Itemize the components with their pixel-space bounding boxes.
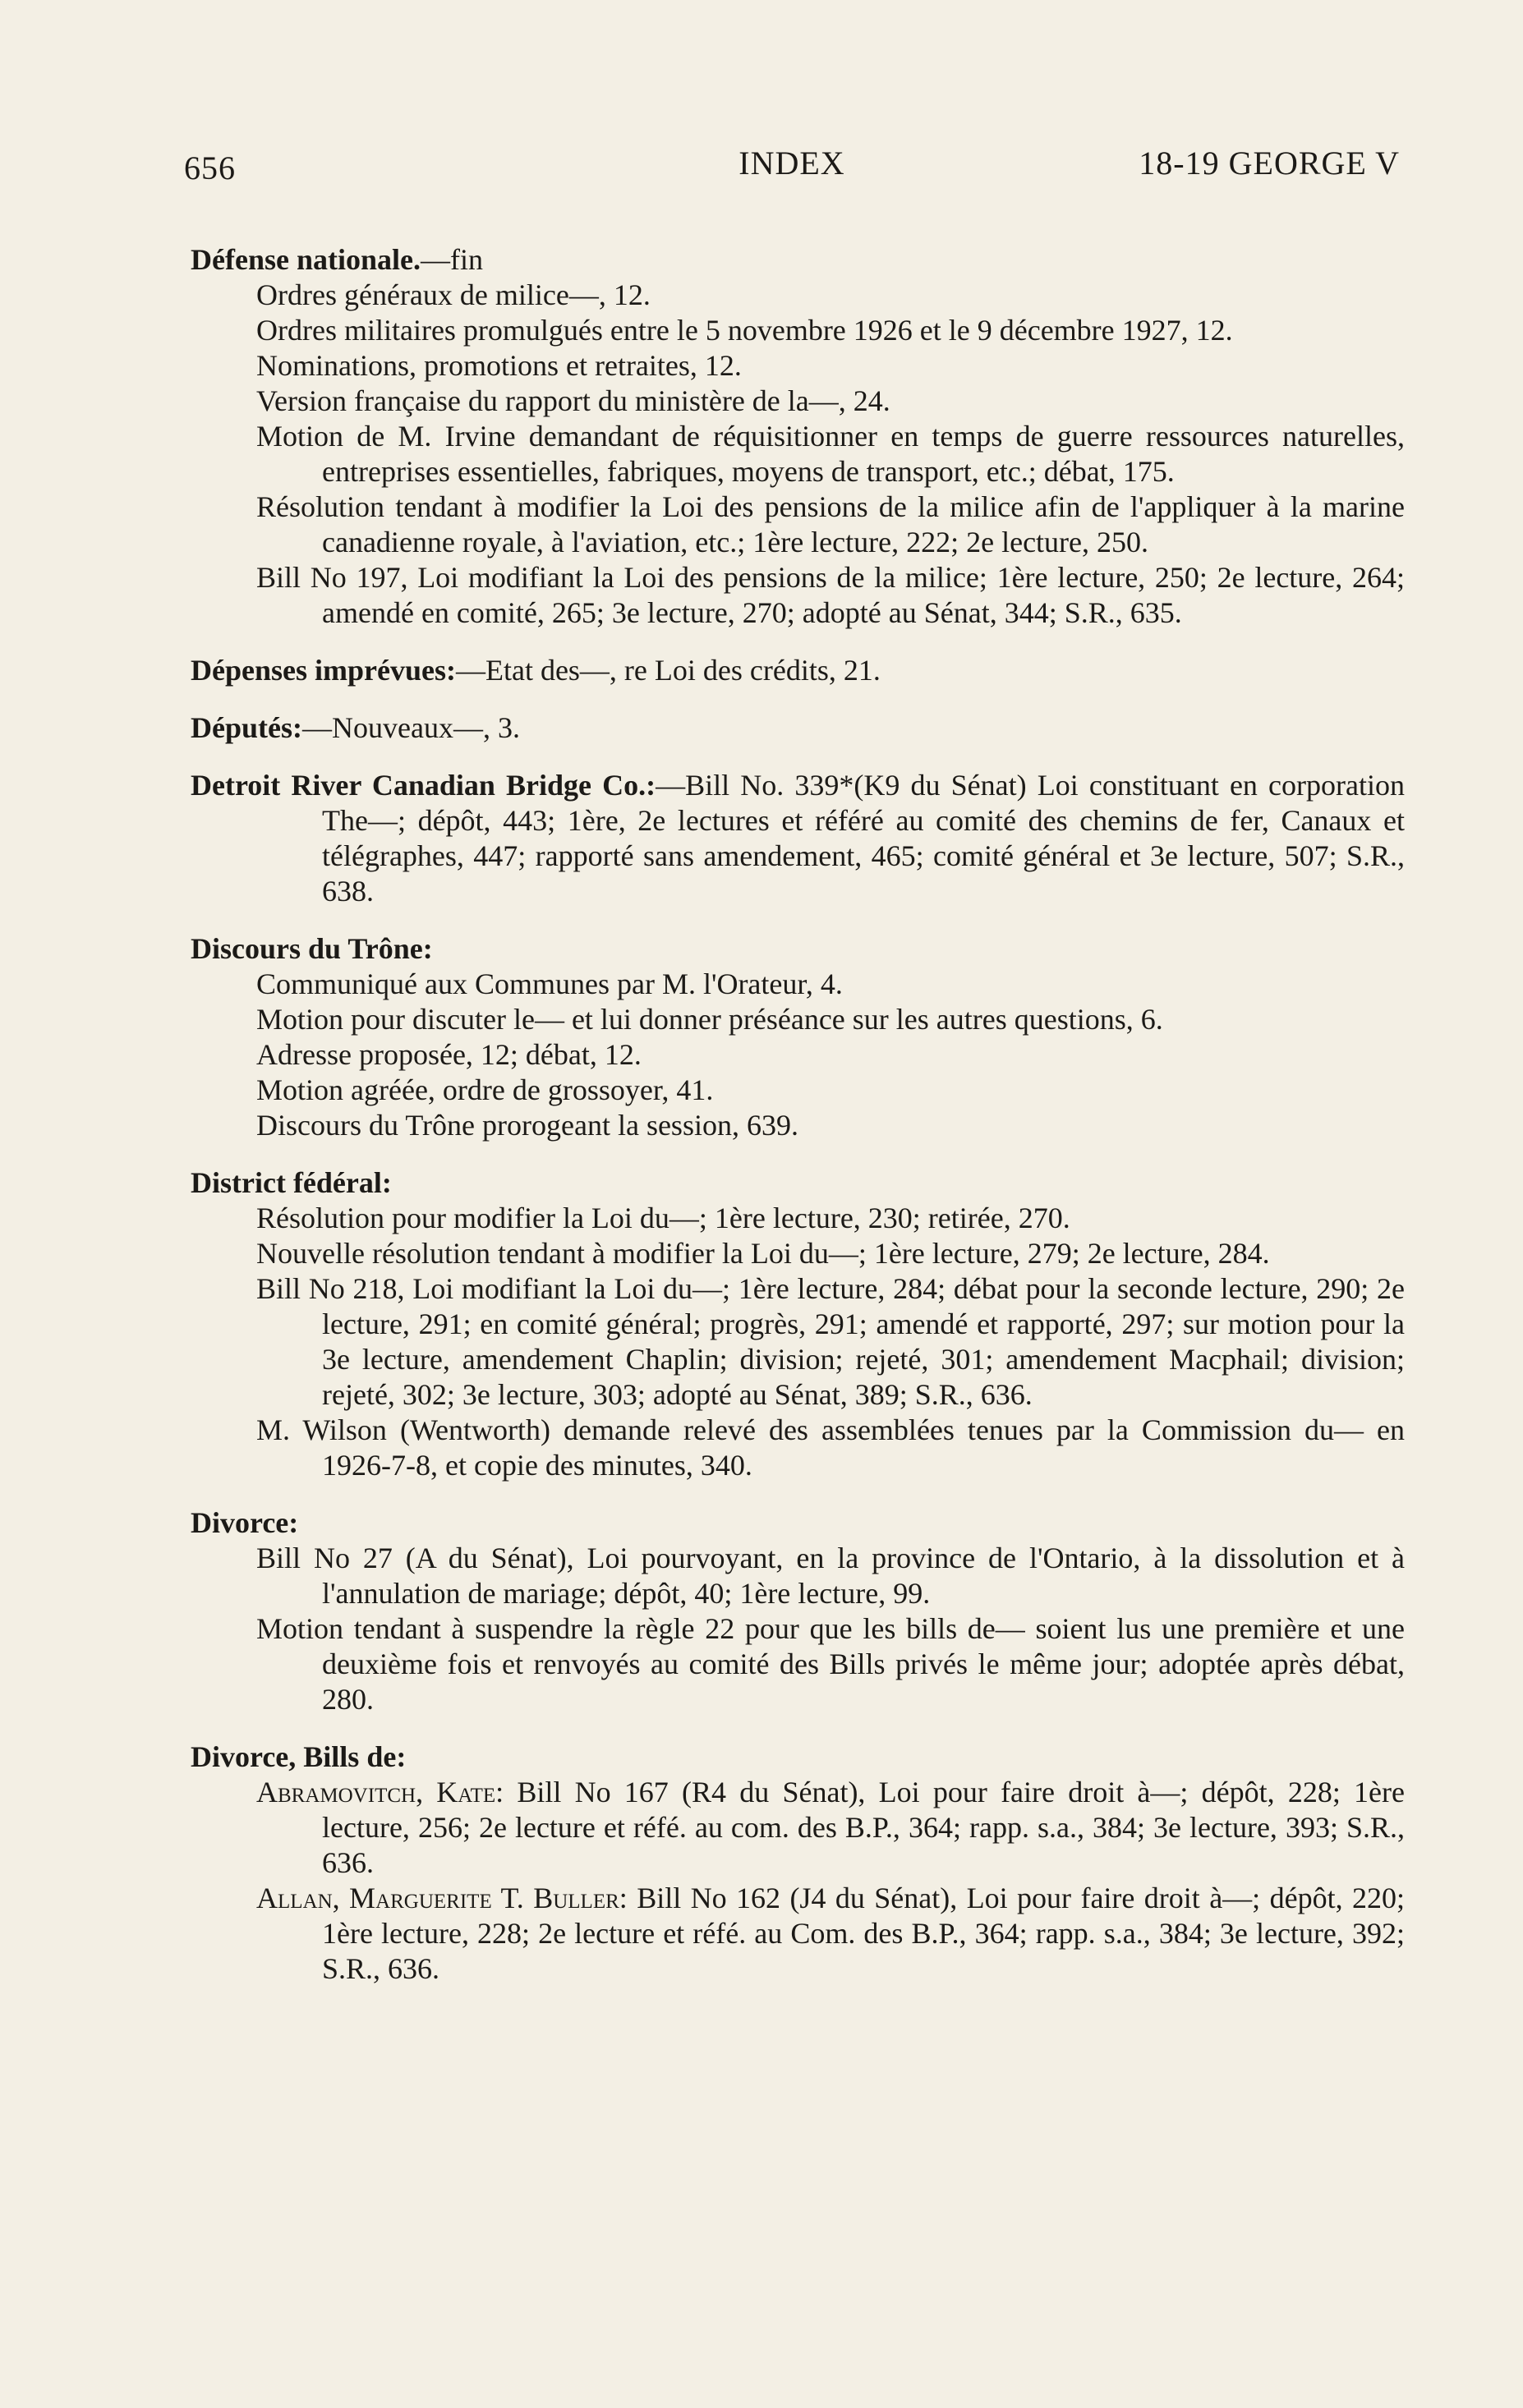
entry-heading: Divorce: xyxy=(191,1506,299,1539)
entry-line: Ordres militaires promulgués entre le 5 novembre 1926 et le 9 décembre 1927, 12. xyxy=(256,314,1233,347)
entry-line: Version française du rapport du ministère de la—, 24. xyxy=(256,384,890,417)
entry-heading-rest: —Etat des—, re Loi des crédits, 21. xyxy=(455,654,881,687)
entry-line: Bill No 27 (A du Sénat), Loi pourvoyant, en la province de l'Ontario, à la dissolution et à l'annulation de mariage; dépôt, 40; 1ère lecture, 99. xyxy=(256,1542,1405,1610)
divorce-detail: Bill No 162 (J4 du Sénat), Loi pour faire droit à—; dépôt, 220; 1ère lecture, 228; 2e lecture et réfé. au Com. des B.P., 364; rapp. s.a., 384; 3e lecture, 392; S.R., 636. xyxy=(322,1882,1405,1985)
entry-heading-line xyxy=(191,653,1405,688)
entry-heading-line xyxy=(191,1505,1405,1541)
index-entry xyxy=(191,931,1405,1143)
entry-heading-line xyxy=(191,1165,1405,1201)
entry-line xyxy=(191,1881,1405,1987)
entry-line xyxy=(191,1775,1405,1881)
entry-line: Motion agréée, ordre de grossoyer, 41. xyxy=(256,1073,714,1106)
divorce-name: Abramovitch, Kate: xyxy=(256,1776,504,1808)
entry-line: Résolution pour modifier la Loi du—; 1ère lecture, 230; retirée, 270. xyxy=(256,1202,1070,1234)
index-body xyxy=(191,242,1405,2009)
entry-line: Nominations, promotions et retraites, 12. xyxy=(256,349,742,382)
entry-line: M. Wilson (Wentworth) demande relevé des assemblées tenues par la Commission du— en 1926-7-8, et copie des minutes, 340. xyxy=(256,1413,1405,1482)
entry-heading: Dépenses imprévues: xyxy=(191,654,456,687)
entry-heading-line xyxy=(191,1739,1405,1775)
running-header xyxy=(184,144,1400,193)
index-entry xyxy=(191,242,1405,631)
entry-line: Bill No 218, Loi modifiant la Loi du—; 1ère lecture, 284; débat pour la seconde lecture, 290; 2e lecture, 291; en comité général; progrès, 291; amendé et rapporté, 297; sur motion pour la 3e lecture, amendement Chaplin; division; rejeté, 301; amendement Macphail; division; rejeté, 302; 3e lecture, 303; adopté au Sénat, 389; S.R., 636. xyxy=(256,1272,1405,1411)
entry-line: Résolution tendant à modifier la Loi des pensions de la milice afin de l'appliquer à la marine canadienne royale, à l'aviation, etc.; 1ère lecture, 222; 2e lecture, 250. xyxy=(256,490,1405,558)
entry-line: Ordres généraux de milice—, 12. xyxy=(256,278,651,311)
entry-heading: Divorce, Bills de: xyxy=(191,1740,407,1773)
page-number: 656 xyxy=(184,149,236,186)
divorce-detail: Bill No 167 (R4 du Sénat), Loi pour faire droit à—; dépôt, 228; 1ère lecture, 256; 2e lecture et réfé. au com. des B.P., 364; rapp. s.a., 384; 3e lecture, 393; S.R., 636. xyxy=(322,1776,1406,1879)
entry-line: Motion tendant à suspendre la règle 22 pour que les bills de— soient lus une première et une deuxième fois et renvoyés au comité des Bills privés le même jour; adoptée après débat, 280. xyxy=(256,1612,1405,1716)
entry-line: Bill No 197, Loi modifiant la Loi des pensions de la milice; 1ère lecture, 250; 2e lecture, 264; amendé en comité, 265; 3e lecture, 270; adopté au Sénat, 344; S.R., 635. xyxy=(256,561,1405,629)
index-entry xyxy=(191,1739,1405,1987)
entry-heading: Défense nationale. xyxy=(191,243,421,276)
entry-heading-line xyxy=(191,931,1405,967)
index-entry xyxy=(191,1165,1405,1483)
entry-heading-line xyxy=(191,768,1405,909)
entry-heading-line xyxy=(191,242,1405,278)
entry-line: Discours du Trône prorogeant la session, 639. xyxy=(256,1109,798,1142)
entry-heading-line xyxy=(191,710,1405,746)
entry-heading: Députés: xyxy=(191,711,302,744)
index-entry xyxy=(191,710,1405,746)
entry-heading: Detroit River Canadian Bridge Co.: xyxy=(191,769,656,802)
entry-line: Communiqué aux Communes par M. l'Orateur, 4. xyxy=(256,967,843,1000)
entry-line: Adresse proposée, 12; débat, 12. xyxy=(256,1038,642,1071)
index-entry xyxy=(191,653,1405,688)
divorce-name: Allan, Marguerite T. Buller: xyxy=(256,1882,628,1914)
entry-heading-rest: —Bill No. 339*(K9 du Sénat) Loi constituant en corporation The—; dépôt, 443; 1ère, 2e lectures et référé au comité des chemins de fer, Canaux et télégraphes, 447; rapporté sans amendement, 465; comité général et 3e lecture, 507; S.R., 638. xyxy=(322,769,1405,908)
entry-line: Nouvelle résolution tendant à modifier la Loi du—; 1ère lecture, 279; 2e lecture, 284. xyxy=(256,1237,1270,1270)
entry-line: Motion pour discuter le— et lui donner préséance sur les autres questions, 6. xyxy=(256,1003,1163,1036)
index-entry xyxy=(191,768,1405,909)
header-reign: 18-19 GEORGE V xyxy=(1139,145,1400,182)
header-title: INDEX xyxy=(738,145,845,182)
entry-heading: Discours du Trône: xyxy=(191,932,433,965)
entry-heading-rest: —Nouveaux—, 3. xyxy=(301,711,520,744)
entry-heading-rest: —fin xyxy=(420,243,483,276)
entry-heading: District fédéral: xyxy=(191,1166,392,1199)
entry-line: Motion de M. Irvine demandant de réquisitionner en temps de guerre ressources naturelles, entreprises essentielles, fabriques, moyens de transport, etc.; débat, 175. xyxy=(256,420,1405,488)
index-entry xyxy=(191,1505,1405,1717)
